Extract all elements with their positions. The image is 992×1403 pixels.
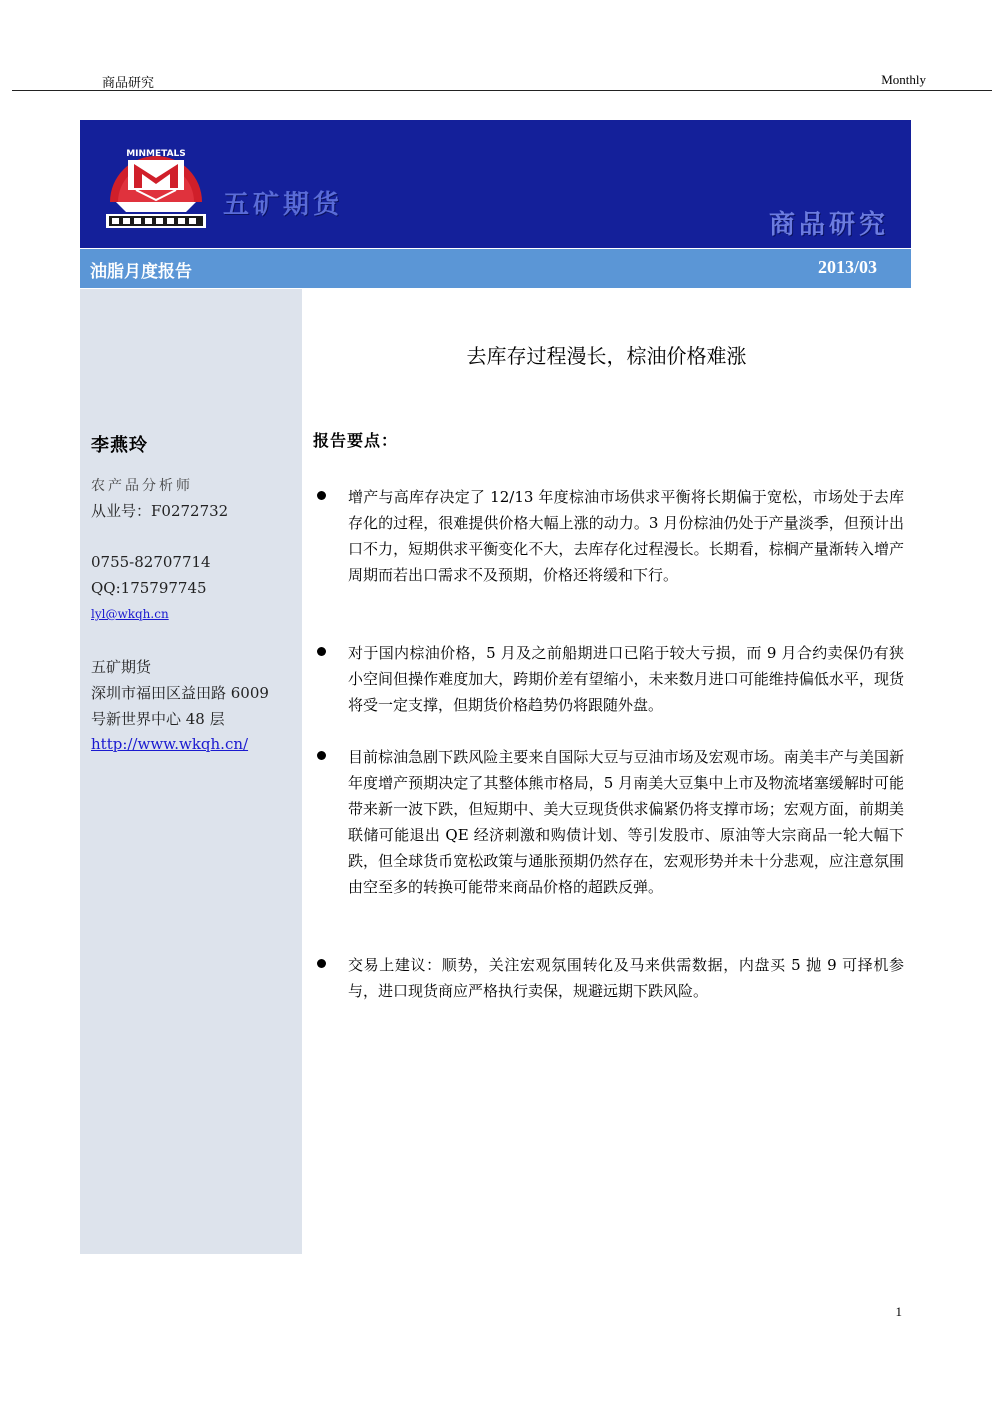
company-name: 五矿期货	[223, 190, 344, 220]
minmetals-logo-icon	[106, 134, 206, 230]
report-type: 油脂月度报告	[90, 262, 192, 282]
analyst-email-link[interactable]: lyl@wkqh.cn	[91, 607, 169, 621]
analyst-title: 农产品分析师	[91, 478, 193, 494]
svg-text:MINMETALS: MINMETALS	[126, 149, 186, 159]
analyst-license: 从业号：F0272732	[91, 502, 229, 520]
report-date: 2013/03	[817, 257, 877, 277]
address-line-2: 号新世界中心 48 层	[91, 710, 225, 728]
analyst-phone: 0755-82707714	[91, 553, 211, 571]
report-title: 去库存过程漫长，棕油价格难涨	[466, 344, 747, 368]
bullet-text: 交易上建议：顺势，关注宏观氛围转化及马来供需数据，内盘买 5 抛 9 可择机参与，进口现货商应严格执行卖保，规避远期下跌风险。	[348, 956, 904, 1000]
analyst-sidebar	[80, 289, 302, 1254]
bullet-icon	[317, 491, 326, 500]
bullet-text: 对于国内棕油价格，5 月及之前船期进口已陷于较大亏损，而 9 月合约卖保仍有狭小空间但操作难度加大，跨期价差有望缩小，未来数月进口可能维持偏低水平，现货将受一定支撑，但期货价格趋势仍将跟随外盘。	[348, 644, 904, 714]
header-left-label: 商品研究	[102, 76, 155, 91]
report-subbar	[80, 249, 911, 288]
key-points-heading: 报告要点：	[313, 431, 399, 450]
page-header	[12, 70, 992, 91]
report-banner	[80, 120, 911, 248]
bullet-icon	[317, 751, 326, 760]
section-name: 商品研究	[768, 210, 889, 240]
analyst-name: 李燕玲	[91, 435, 148, 456]
address-line-1: 深圳市福田区益田路 6009	[91, 684, 269, 702]
company-label: 五矿期货	[91, 658, 152, 676]
website-link[interactable]: http://www.wkqh.cn/	[91, 735, 249, 753]
bullet-icon	[317, 647, 326, 656]
page-number: 1	[895, 1304, 902, 1319]
header-right-label: Monthly	[881, 72, 926, 87]
analyst-qq: QQ:175797745	[91, 579, 207, 597]
bullet-text: 增产与高库存决定了 12/13 年度棕油市场供求平衡将长期偏于宽松，市场处于去库存化的过程，很难提供价格大幅上涨的动力。3 月份棕油仍处于产量淡季，但预计出口不力，短期供求平衡变化不大，去库存化过程漫长。长期看，棕榈产量渐转入增产周期而若出口需求不及预期，价格还将缓和下行。	[348, 488, 904, 584]
bullet-text: 目前棕油急剧下跌风险主要来自国际大豆与豆油市场及宏观市场。南美丰产与美国新年度增产预期决定了其整体熊市格局，5 月南美大豆集中上市及物流堵塞缓解时可能带来新一波下跌，但短期中、美大豆现货供求偏紧仍将支撑市场；宏观方面，前期美联储可能退出 QE 经济刺激和购债计划、等引发股市、原油等大宗商品一轮大幅下跌，但全球货币宽松政策与通胀预期仍然存在，宏观形势并未十分悲观，应注意氛围由空至多的转换可能带来商品价格的超跌反弹。	[348, 748, 904, 896]
bullet-icon	[317, 959, 326, 968]
